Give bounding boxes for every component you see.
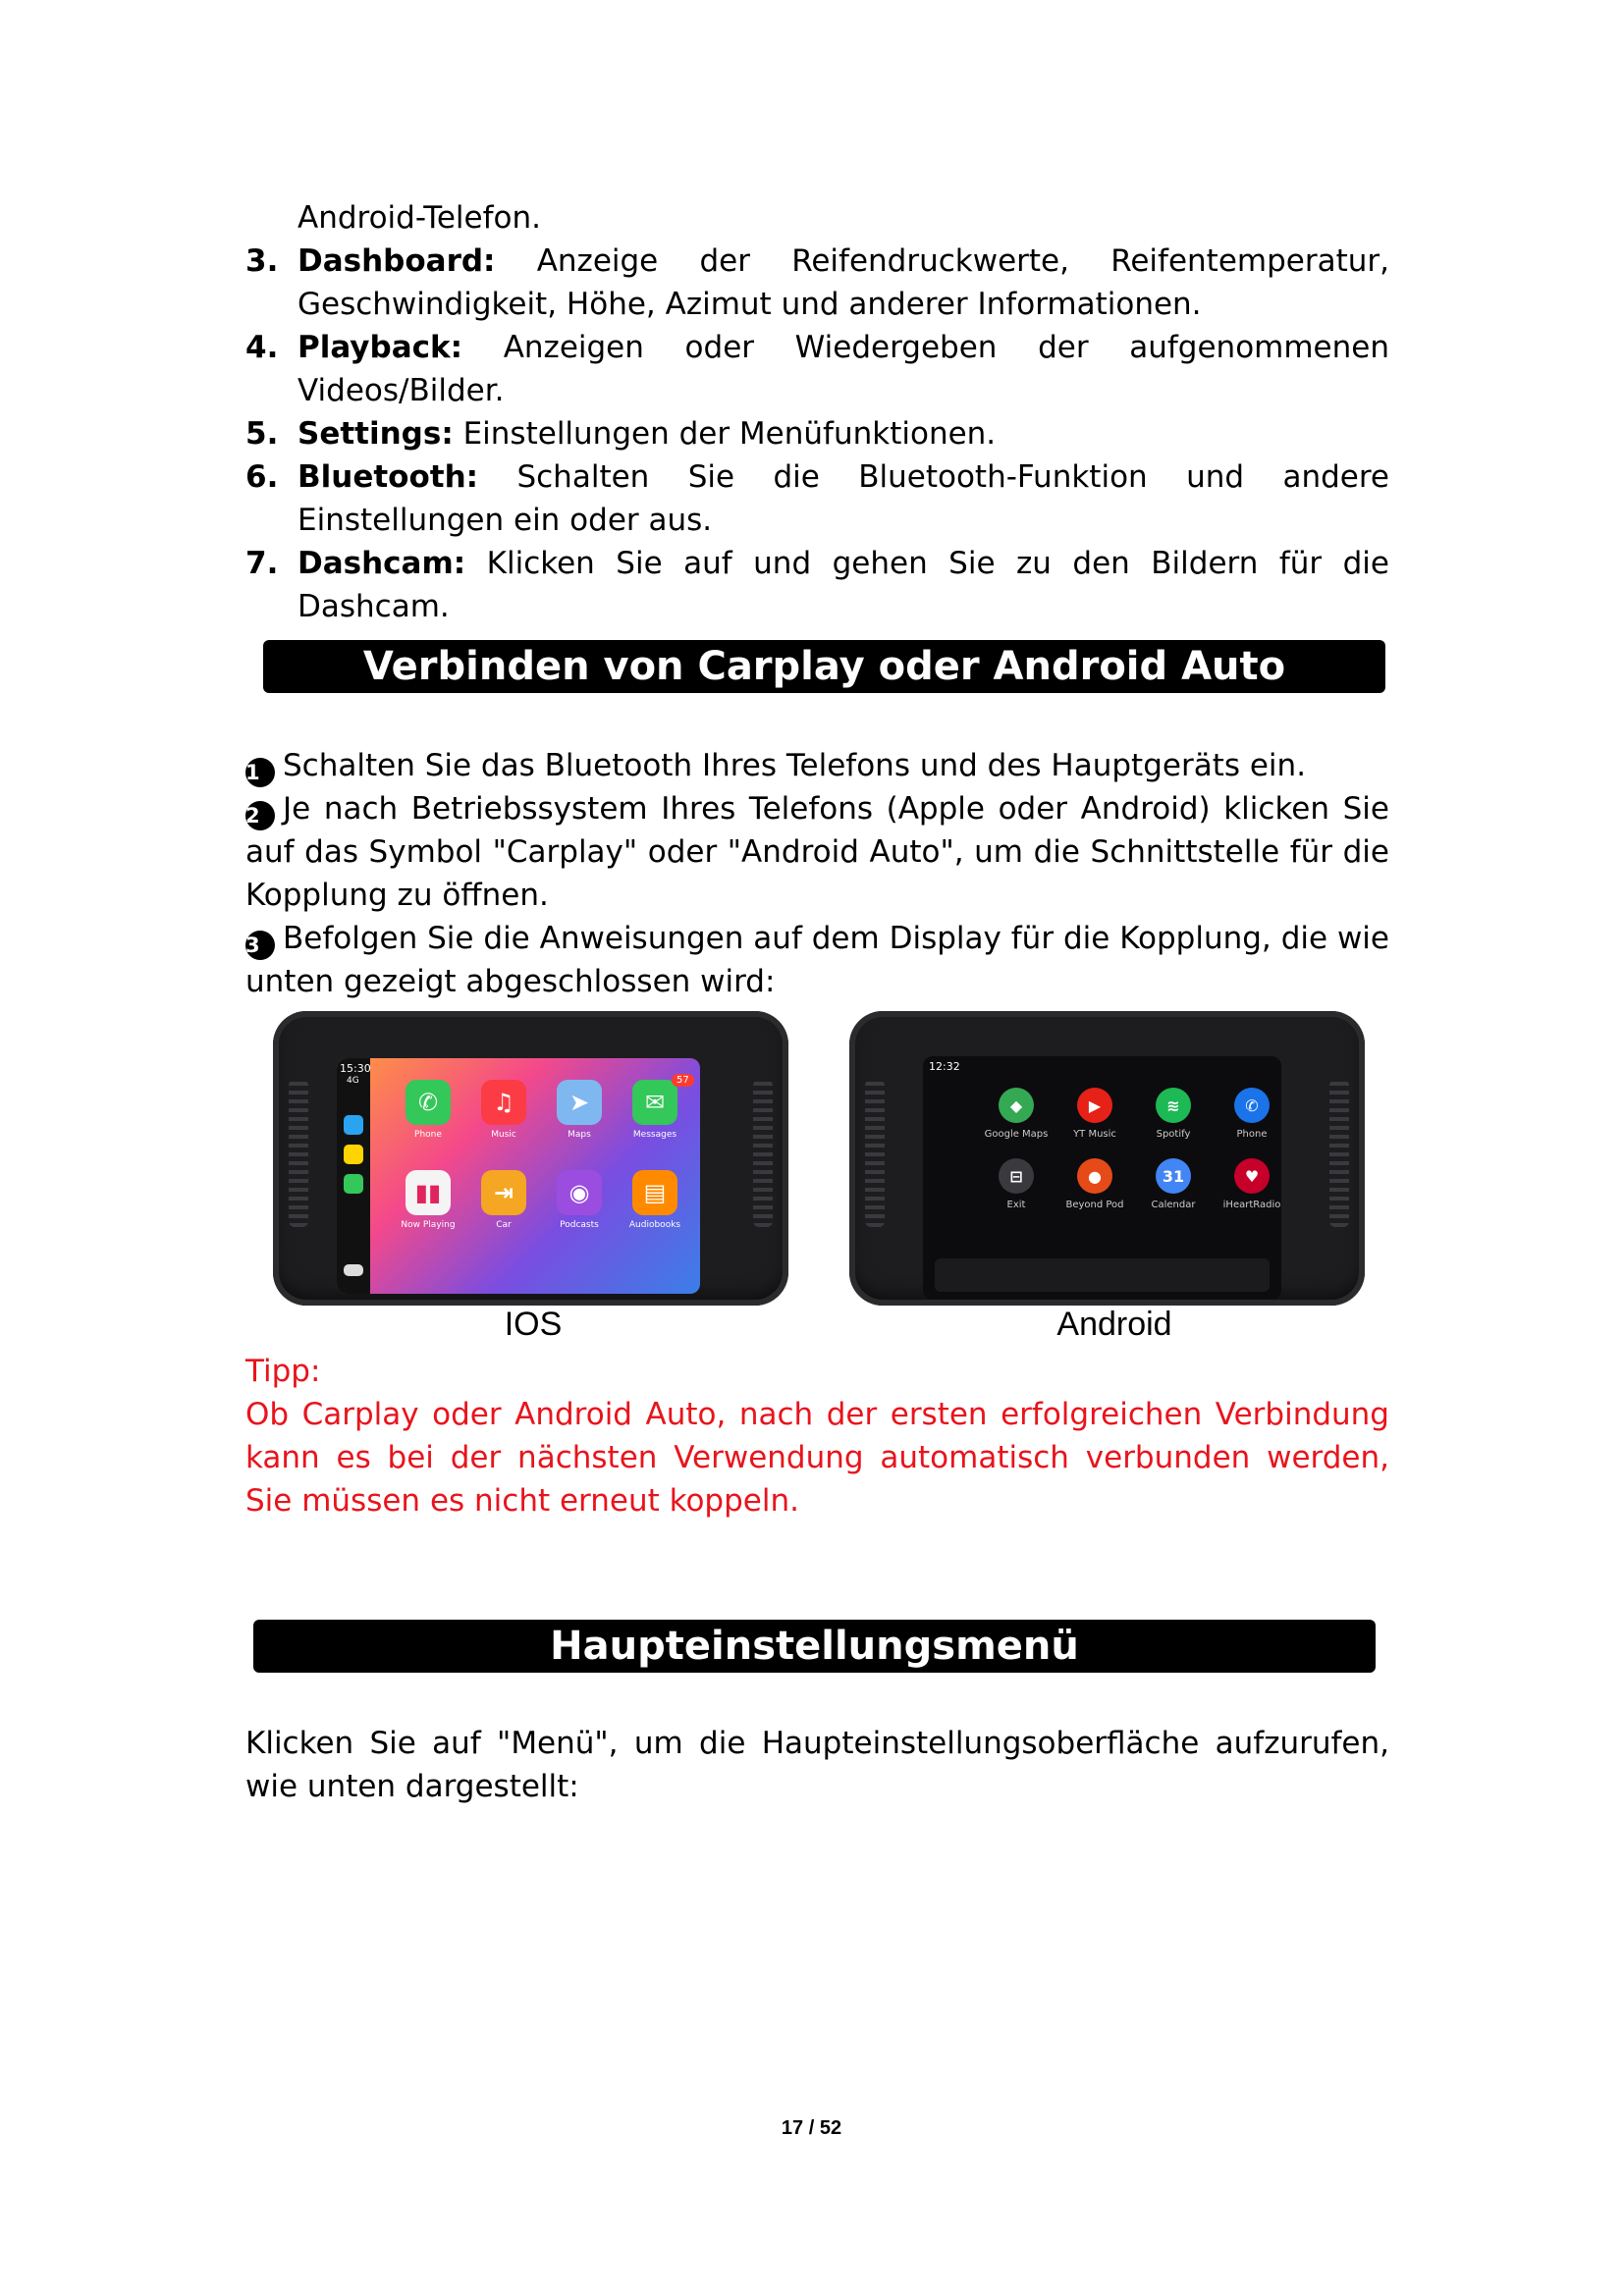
app-icon-google-maps: ◆ xyxy=(999,1088,1034,1123)
app-icon-phone: ✆ xyxy=(1234,1088,1270,1123)
app-icon-calendar: 31 xyxy=(1156,1158,1191,1194)
tip-title: Tipp: xyxy=(245,1354,321,1389)
message-badge: 57 xyxy=(672,1074,694,1087)
app-icon-yt-music: ▶ xyxy=(1077,1088,1112,1123)
list-text: Schalten Sie die Bluetooth-Funktion und andere Einstellungen ein oder aus. xyxy=(298,459,1389,538)
app-label: Google Maps xyxy=(984,1129,1049,1140)
app-label: Podcasts xyxy=(560,1220,599,1230)
list-label: Bluetooth: xyxy=(298,459,479,495)
app-icon-iheartradio: ♥ xyxy=(1234,1158,1270,1194)
app-icon-phone: ✆ xyxy=(406,1080,451,1125)
device-grip-right xyxy=(1329,1080,1349,1227)
step-item xyxy=(245,917,1389,1003)
app-label: Music xyxy=(491,1130,516,1140)
list-number: 3. xyxy=(245,243,279,279)
page-number: 17 / 52 xyxy=(781,2117,842,2139)
list-text: Anzeige der Reifendruckwerte, Reifentemperatur, Geschwindigkeit, Höhe, Azimut und anderer Informationen. xyxy=(298,243,1389,322)
step-item xyxy=(245,744,1389,787)
app-icon-audiobooks: ▤ xyxy=(632,1170,677,1215)
device-caption-android: Android xyxy=(1056,1306,1172,1343)
app-label: Calendar xyxy=(1151,1200,1196,1210)
app-label: Audiobooks xyxy=(628,1220,681,1230)
android-nav-bar xyxy=(935,1258,1270,1292)
app-label: iHeartRadio xyxy=(1222,1200,1281,1210)
step-item xyxy=(245,787,1389,917)
list-label: Playback: xyxy=(298,330,463,365)
app-icon-exit: ⊟ xyxy=(999,1158,1034,1194)
app-label: Now Playing xyxy=(401,1220,456,1230)
app-icon-car: ⇥ xyxy=(481,1170,526,1215)
device-caption-ios: IOS xyxy=(504,1306,563,1343)
tip-text: Ob Carplay oder Android Auto, nach der ersten erfolgreichen Verbindung kann es bei der nächsten Verwendung automatisch verbunden werden, Sie müssen es nicht erneut koppeln. xyxy=(245,1397,1389,1519)
dashboard-toggle-icon xyxy=(344,1264,363,1276)
android-device-image xyxy=(849,1011,1365,1343)
step-text: Schalten Sie das Bluetooth Ihres Telefons und des Hauptgeräts ein. xyxy=(283,748,1307,783)
list-number: 7. xyxy=(245,546,279,581)
list-item-playback xyxy=(245,326,1389,412)
app-label: YT Music xyxy=(1073,1129,1116,1140)
tip-box xyxy=(245,1350,1389,1522)
step-number-badge: 2 xyxy=(245,801,275,830)
list-number: 6. xyxy=(245,459,279,495)
step-number-badge: 1 xyxy=(245,758,275,787)
app-label: Messages xyxy=(632,1130,677,1140)
list-item-bluetooth xyxy=(245,455,1389,542)
device-grip-left xyxy=(289,1080,308,1227)
menu-intro xyxy=(245,1722,1389,1808)
step-text: Je nach Betriebssystem Ihres Telefons (Apple oder Android) klicken Sie auf das Symbol "Carplay" oder "Android Auto", um die Schnittstelle für die Kopplung zu öffnen. xyxy=(245,791,1389,913)
status-time: 12:32 xyxy=(929,1060,960,1073)
step-number-badge: 3 xyxy=(245,931,275,960)
app-icon-maps: ➤ xyxy=(557,1080,602,1125)
carplay-sidebar xyxy=(337,1058,370,1294)
device-body xyxy=(273,1011,788,1306)
step-text: Befolgen Sie die Anweisungen auf dem Display für die Kopplung, die wie unten gezeigt abgeschlossen wird: xyxy=(245,921,1389,999)
app-icon-spotify: ≋ xyxy=(1156,1088,1191,1123)
list-item-settings xyxy=(245,412,1389,455)
section-heading-main-menu: Haupteinstellungsmenü xyxy=(253,1620,1376,1673)
list-label: Dashcam: xyxy=(298,546,466,581)
app-icon-messages: ✉ xyxy=(632,1080,677,1125)
list-label: Dashboard: xyxy=(298,243,496,279)
telegram-icon xyxy=(344,1115,363,1135)
status-signal: 4G xyxy=(347,1076,359,1086)
app-label: Maps xyxy=(568,1130,591,1140)
feature-list xyxy=(245,196,1389,628)
list-text: Einstellungen der Menüfunktionen. xyxy=(453,416,997,452)
list-item-dashcam xyxy=(245,542,1389,628)
list-number: 4. xyxy=(245,330,279,365)
phone-dock-icon xyxy=(344,1174,363,1194)
ios-device-image xyxy=(273,1011,788,1343)
audiobook-dock-icon xyxy=(344,1145,363,1164)
list-label: Settings: xyxy=(298,416,454,452)
app-label: Phone xyxy=(1236,1129,1268,1140)
app-icon-music: ♫ xyxy=(481,1080,526,1125)
list-text: Anzeigen oder Wiedergeben der aufgenommenen Videos/Bilder. xyxy=(298,330,1389,408)
app-label: Phone xyxy=(414,1130,442,1140)
list-number: 5. xyxy=(245,416,279,452)
list-item-dashboard xyxy=(245,240,1389,326)
status-time: 15:30 xyxy=(340,1062,371,1075)
device-grip-right xyxy=(753,1080,773,1227)
app-label: Spotify xyxy=(1156,1129,1191,1140)
app-icon-podcasts: ◉ xyxy=(557,1170,602,1215)
list-text: Klicken Sie auf und gehen Sie zu den Bildern für die Dashcam. xyxy=(298,546,1389,624)
device-body xyxy=(849,1011,1365,1306)
app-icon-now-playing: ▮▮ xyxy=(406,1170,451,1215)
section-heading-carplay: Verbinden von Carplay oder Android Auto xyxy=(263,640,1385,693)
device-grip-left xyxy=(865,1080,885,1227)
app-label: Beyond Pod xyxy=(1065,1200,1124,1210)
app-label: Car xyxy=(496,1220,512,1230)
app-icon-beyond-pod: ● xyxy=(1077,1158,1112,1194)
connection-steps xyxy=(245,744,1389,1003)
app-label: Exit xyxy=(1006,1200,1026,1210)
list-continuation: Android-Telefon. xyxy=(298,200,541,236)
intro-text: Klicken Sie auf "Menü", um die Haupteinstellungsoberfläche aufzurufen, wie unten dargestellt: xyxy=(245,1726,1389,1804)
